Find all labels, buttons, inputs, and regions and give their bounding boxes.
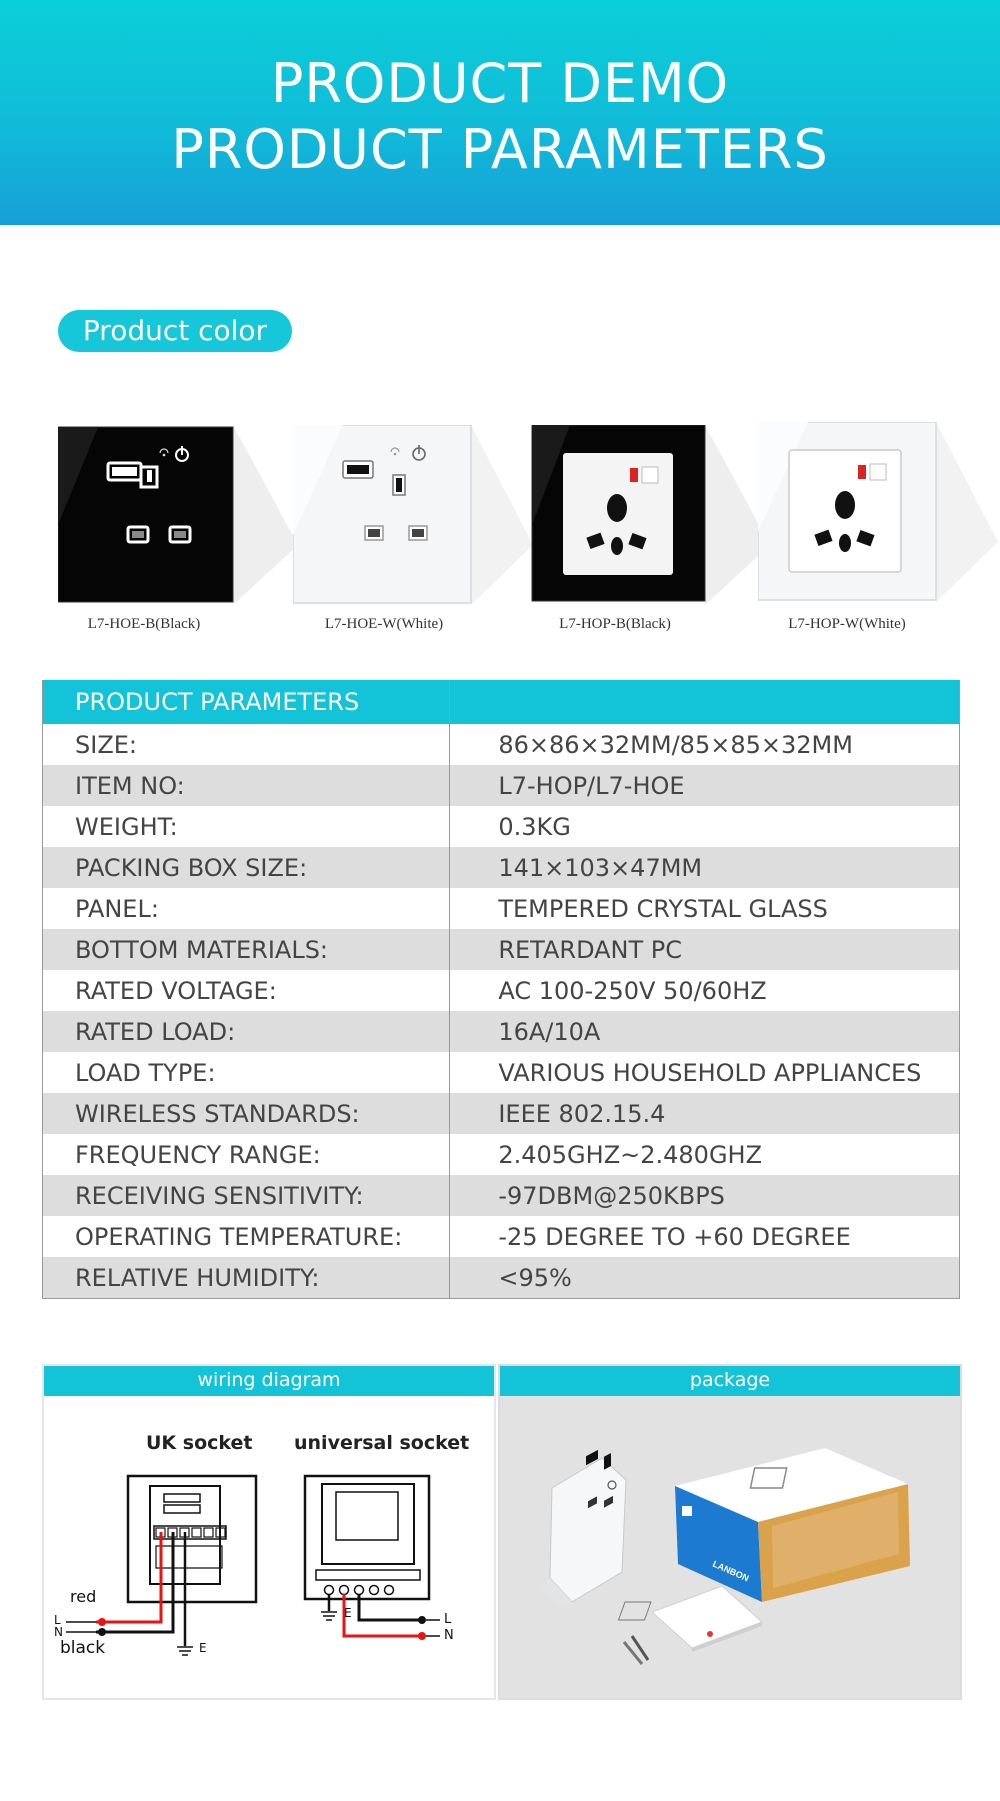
- package-panel: [498, 1364, 962, 1700]
- param-label: PANEL:: [43, 888, 450, 929]
- header-title-line2: PRODUCT PARAMETERS: [171, 118, 829, 181]
- universal-earth-label: E: [344, 1606, 352, 1620]
- product-image-hop-black: [530, 425, 770, 605]
- table-row: [43, 1093, 960, 1134]
- param-value: AC 100-250V 50/60HZ: [450, 970, 960, 1011]
- wire-red-label: red: [70, 1587, 97, 1606]
- product-color-pill: Product color: [58, 310, 292, 352]
- product-image-hoe-white: [293, 425, 533, 605]
- table-row: [43, 806, 960, 847]
- param-value: 2.405GHZ~2.480GHZ: [450, 1134, 960, 1175]
- package-brand-text: LANBON: [711, 1558, 751, 1584]
- param-value: IEEE 802.15.4: [450, 1093, 960, 1134]
- param-label: SIZE:: [43, 724, 450, 765]
- param-value: 16A/10A: [450, 1011, 960, 1052]
- param-label: RATED LOAD:: [43, 1011, 450, 1052]
- parameters-table: [42, 680, 960, 1299]
- parameters-title-blank: [450, 680, 960, 724]
- wiring-diagram-panel: [42, 1364, 496, 1700]
- parameters-header-row: [43, 680, 960, 724]
- wiring-diagram-title: wiring diagram: [44, 1366, 494, 1396]
- wire-black-label: black: [60, 1638, 106, 1658]
- header-title-line1: PRODUCT DEMO: [270, 52, 730, 115]
- table-row: [43, 929, 960, 970]
- param-value: RETARDANT PC: [450, 929, 960, 970]
- param-label: RELATIVE HUMIDITY:: [43, 1257, 450, 1299]
- param-label: LOAD TYPE:: [43, 1052, 450, 1093]
- param-value: L7-HOP/L7-HOE: [450, 765, 960, 806]
- product-caption-hoe-black: L7-HOE-B(Black): [87, 616, 201, 632]
- table-row: [43, 888, 960, 929]
- product-image-hoe-black: [58, 425, 298, 605]
- header-banner: [0, 0, 1000, 225]
- product-caption-hoe-white: L7-HOE-W(White): [324, 616, 444, 632]
- wiring-diagram-drawing: [44, 1366, 494, 1698]
- param-label: PACKING BOX SIZE:: [43, 847, 450, 888]
- universal-n-label: N: [444, 1628, 454, 1643]
- uk-socket-label: UK socket: [146, 1432, 253, 1454]
- table-row: [43, 1052, 960, 1093]
- table-row: [43, 970, 960, 1011]
- wire-n-label: N: [54, 1625, 63, 1639]
- universal-l-label: L: [444, 1612, 452, 1627]
- param-label: FREQUENCY RANGE:: [43, 1134, 450, 1175]
- param-value: 141×103×47MM: [450, 847, 960, 888]
- table-row: [43, 847, 960, 888]
- table-row: [43, 724, 960, 765]
- param-value: 86×86×32MM/85×85×32MM: [450, 724, 960, 765]
- param-value: TEMPERED CRYSTAL GLASS: [450, 888, 960, 929]
- table-row: [43, 1175, 960, 1216]
- param-label: OPERATING TEMPERATURE:: [43, 1216, 450, 1257]
- table-row: [43, 765, 960, 806]
- package-photo: [500, 1396, 960, 1698]
- table-row: [43, 1216, 960, 1257]
- table-row: [43, 1011, 960, 1052]
- uk-earth-label: E: [199, 1641, 207, 1655]
- param-value: 0.3KG: [450, 806, 960, 847]
- product-caption-hop-black: L7-HOP-B(Black): [559, 616, 671, 632]
- param-value: -97DBM@250KBPS: [450, 1175, 960, 1216]
- wire-l-label: L: [54, 1613, 61, 1627]
- param-value: <95%: [450, 1257, 960, 1299]
- package-title: package: [500, 1366, 960, 1396]
- param-label: RATED VOLTAGE:: [43, 970, 450, 1011]
- param-label: RECEIVING SENSITIVITY:: [43, 1175, 450, 1216]
- table-row: [43, 1257, 960, 1299]
- param-label: WIRELESS STANDARDS:: [43, 1093, 450, 1134]
- universal-socket-label: universal socket: [294, 1432, 470, 1454]
- param-label: BOTTOM MATERIALS:: [43, 929, 450, 970]
- product-image-hop-white: [758, 422, 998, 607]
- param-label: ITEM NO:: [43, 765, 450, 806]
- param-value: -25 DEGREE TO +60 DEGREE: [450, 1216, 960, 1257]
- parameters-title: PRODUCT PARAMETERS: [43, 680, 450, 724]
- product-caption-hop-white: L7-HOP-W(White): [788, 616, 906, 632]
- param-value: VARIOUS HOUSEHOLD APPLIANCES: [450, 1052, 960, 1093]
- param-label: WEIGHT:: [43, 806, 450, 847]
- table-row: [43, 1134, 960, 1175]
